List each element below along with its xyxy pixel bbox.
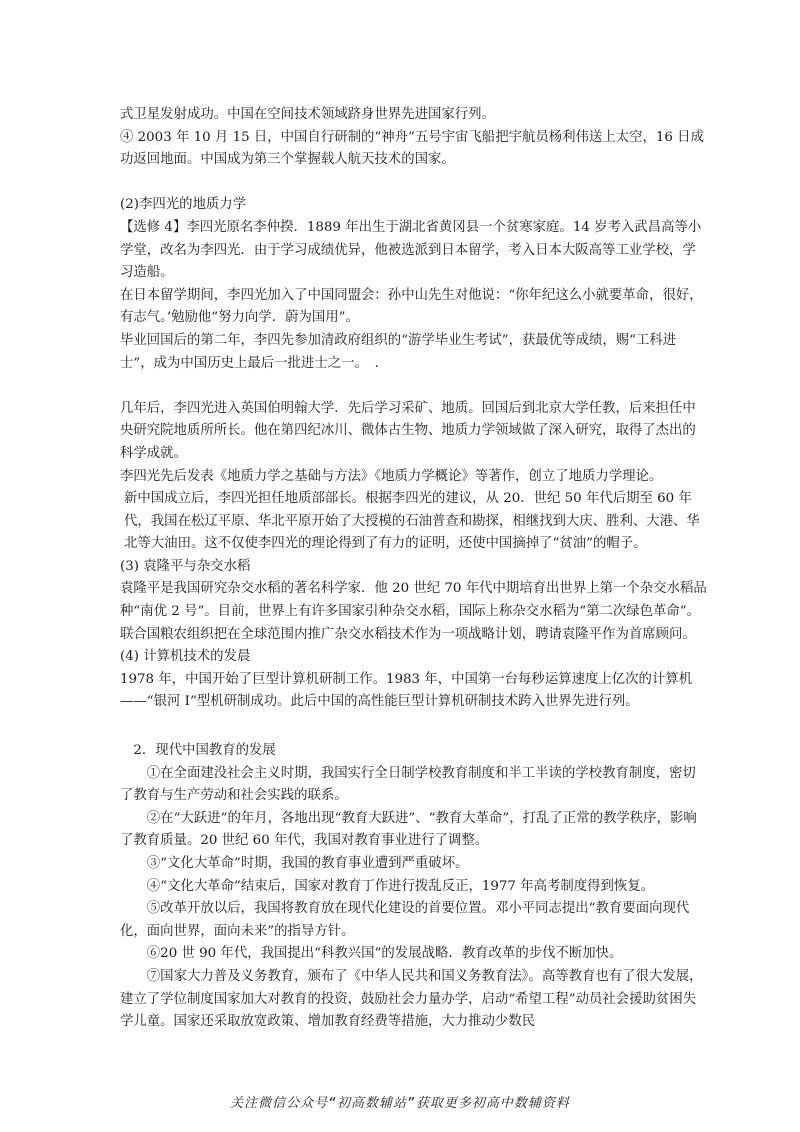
paragraph: 1978 年，中国开始了巨型计算机研制工作。1983 年，中国第一台每秒运算速度上亿次的计算机——“银河 I”型机研制成功。此后中国的高性能巨型计算机研制技术跨入世界先进行列。 <box>120 671 693 710</box>
document-body <box>120 104 708 1034</box>
footer-note: 关注微信公众号“初高数辅站”获取更多初高中数辅资料 <box>230 1096 570 1111</box>
list-item: ③“文化大革命”时期，我国的教育事业遭到严重破坏。 <box>146 856 469 871</box>
list-item: ⑤改革开放以后，我国将教育放在现代化建设的首要位置。邓小平同志提出“教育要面向现代化，面向世界，面向未来”的指导方针。 <box>120 901 690 939</box>
paragraph: 新中国成立后，李四光担任地质部部长。根据李四光的建议，从 20．世纪 50 年代后期至 60 年代，我国在松辽平原、华北平原开始了大授模的石油普查和勘探，相继找到大庆、胜利、大港、华北等大油田。这不仅使李四光的理论得到了有力的证明，还使中国摘掉了“贫油”的帽子。 <box>124 491 700 552</box>
paragraph: ④ 2003 年 10 月 15 日，中国自行研制的“神舟”五号宇宙飞船把宇航员杨利伟送上太空，16 日成功返回地面。中国成为第三个掌握载人航天技术的国家。 <box>120 129 704 168</box>
section-heading: (2)李四光的地质力学 <box>120 197 247 213</box>
section-heading: (3) 袁隆平与杂交水稻 <box>120 558 251 574</box>
spacer <box>120 375 708 398</box>
spacer <box>120 714 708 740</box>
list-item: ①在全面建没社会主义时期，我国实行全日制学校教育制度和半工半读的学校教育制度，密切了教育与生产劳动和社会实践的联系。 <box>120 765 696 804</box>
paragraph: 几年后，李四光进入英国伯明翰大学．先后学习采矿、地质。回国后到北京大学任教，后来担任中央研究院地质所所长。他在第四纪冰川、微体古生物、地质力学领域做了深入研究，取得了杰出的科学成就。 <box>120 400 696 461</box>
section-heading: (4) 计算机技术的发晨 <box>120 649 251 665</box>
paragraph: 式卫星发射成功。中国在空间技术领域跻身世界先进国家行列。 <box>120 107 495 122</box>
spacer <box>120 172 708 195</box>
list-item: ②在“大跃进”的年月，各地出现“教育大跃进”、“教育大革命”，打乱了正常的教学秩序，影响了教育质量。20 世纪 60 年代，我国对教育事业进行了调整。 <box>120 810 697 849</box>
list-item: ⑥20 世 90 年代，我国提出“科教兴国”的发展战略．教育改革的步伐不断加快。 <box>146 946 623 962</box>
list-item: ④“文化大革命”结束后，国家对教育丁作进行拨乱反正，1977 年高考制度得到恢复。 <box>146 878 655 894</box>
paragraph: 李四光先后发表《地质力学之基础与方法》《地质力学概论》等著作，创立了地质力学理论。 <box>120 468 663 484</box>
list-item: ⑦国家大力普及义务教育，颁布了《中华人民共和国义务教育法》。高等教育也有了很大发展，建立了学位制度国家加大对教育的投资，鼓励社会力量办学，启动“希望工程”动员社会援助贫困失学儿童。国家还采取放宽政策、增加教育经费等措施，大力推动少数民 <box>120 968 703 1030</box>
paragraph: 在日本留学期间，李四光加入了中国同盟会：孙中山先生对他说：“你年纪这么小就要革命，很好，有志气。’勉励他“努力向学．蔚为国用”。 <box>120 287 703 326</box>
paragraph: 【选修 4】李四光原名李仲揆．1889 年出生于湖北省黄冈县一个贫寒家庭。14 岁考入武昌高等小学堂，改名为李四光．由于学习成绩优异，他被选派到日本留学，考入日本大阪高等工业学校，学习造船。 <box>120 219 702 281</box>
paragraph: 袁隆平是我国研究杂交水稻的著名科学家．他 20 世纪 70 年代中期培育出世界上第一个杂交水稻品种“南优 2 号”。目前，世界上有许多国家引种杂交水稻，国际上称杂交水稻为“第二次绿色革命”。联合国粮农组织把在全球范围内推广杂交水稻技术作为一项战略计划，聘请袁隆平作为首席顾问。 <box>120 581 707 642</box>
paragraph: 毕业回国后的第二年，李四先参加清政府组织的“游学毕业生考试”，获最优等成绩，赐“工科进士”，成为中国历史上最后一批进士之一。 ． <box>120 332 677 371</box>
section-heading: 2．现代中国教育的发展 <box>133 743 276 759</box>
